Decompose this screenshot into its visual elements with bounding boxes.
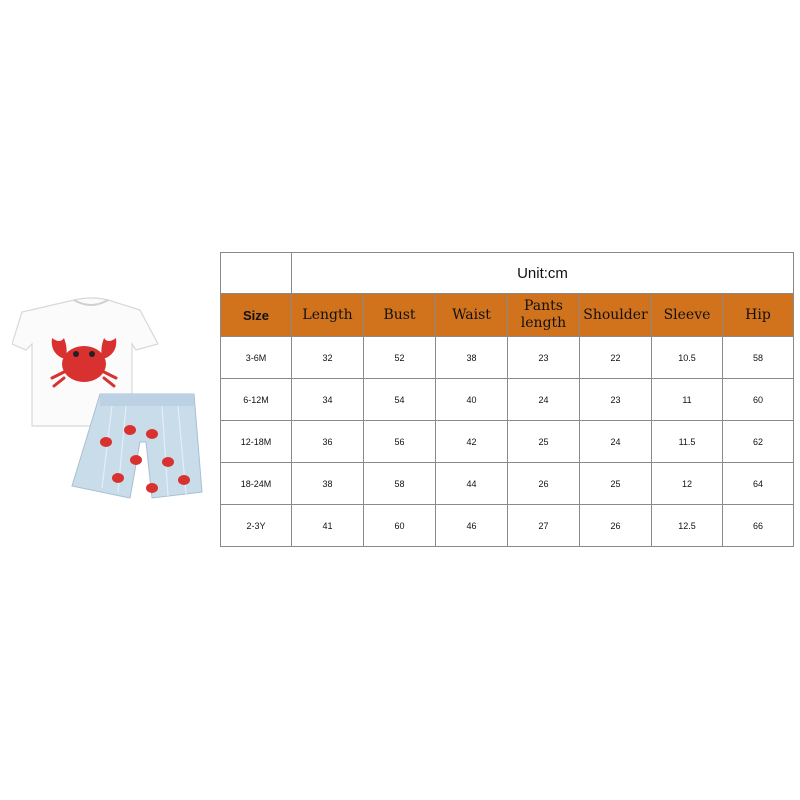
cell-length: 41 (292, 505, 364, 547)
cell-size: 6-12M (221, 379, 292, 421)
cell-bust: 56 (364, 421, 436, 463)
product-image (12, 292, 217, 504)
header-pants-length: Pants length (508, 294, 580, 337)
unit-blank-cell (221, 253, 292, 294)
cell-size: 3-6M (221, 337, 292, 379)
table-row (221, 421, 794, 463)
header-shoulder: Shoulder (580, 294, 652, 337)
header-sleeve: Sleeve (652, 294, 723, 337)
cell-length: 38 (292, 463, 364, 505)
cell-pants-length: 25 (508, 421, 580, 463)
cell-sleeve: 12.5 (652, 505, 723, 547)
unit-label: Unit:cm (292, 253, 794, 294)
cell-bust: 58 (364, 463, 436, 505)
cell-waist: 38 (436, 337, 508, 379)
header-waist: Waist (436, 294, 508, 337)
cell-pants-length: 24 (508, 379, 580, 421)
cell-bust: 60 (364, 505, 436, 547)
cell-length: 36 (292, 421, 364, 463)
header-size: Size (221, 294, 292, 337)
cell-shoulder: 22 (580, 337, 652, 379)
cell-hip: 58 (723, 337, 794, 379)
header-hip: Hip (723, 294, 794, 337)
cell-hip: 64 (723, 463, 794, 505)
size-chart-table (220, 252, 794, 547)
table-row (221, 463, 794, 505)
table-row (221, 505, 794, 547)
cell-hip: 60 (723, 379, 794, 421)
cell-sleeve: 12 (652, 463, 723, 505)
cell-bust: 54 (364, 379, 436, 421)
cell-shoulder: 26 (580, 505, 652, 547)
cell-waist: 42 (436, 421, 508, 463)
cell-shoulder: 23 (580, 379, 652, 421)
header-row (221, 294, 794, 337)
cell-waist: 46 (436, 505, 508, 547)
cell-length: 34 (292, 379, 364, 421)
header-bust: Bust (364, 294, 436, 337)
cell-sleeve: 10.5 (652, 337, 723, 379)
cell-size: 12-18M (221, 421, 292, 463)
cell-hip: 66 (723, 505, 794, 547)
cell-shoulder: 25 (580, 463, 652, 505)
cell-pants-length: 23 (508, 337, 580, 379)
header-length: Length (292, 294, 364, 337)
cell-pants-length: 26 (508, 463, 580, 505)
cell-shoulder: 24 (580, 421, 652, 463)
cell-sleeve: 11 (652, 379, 723, 421)
cell-hip: 62 (723, 421, 794, 463)
cell-size: 18-24M (221, 463, 292, 505)
table-row (221, 337, 794, 379)
cell-pants-length: 27 (508, 505, 580, 547)
unit-row (221, 253, 794, 294)
cell-waist: 44 (436, 463, 508, 505)
crab-outfit-icon (12, 292, 217, 504)
cell-waist: 40 (436, 379, 508, 421)
cell-bust: 52 (364, 337, 436, 379)
cell-length: 32 (292, 337, 364, 379)
cell-size: 2-3Y (221, 505, 292, 547)
table-row (221, 379, 794, 421)
cell-sleeve: 11.5 (652, 421, 723, 463)
